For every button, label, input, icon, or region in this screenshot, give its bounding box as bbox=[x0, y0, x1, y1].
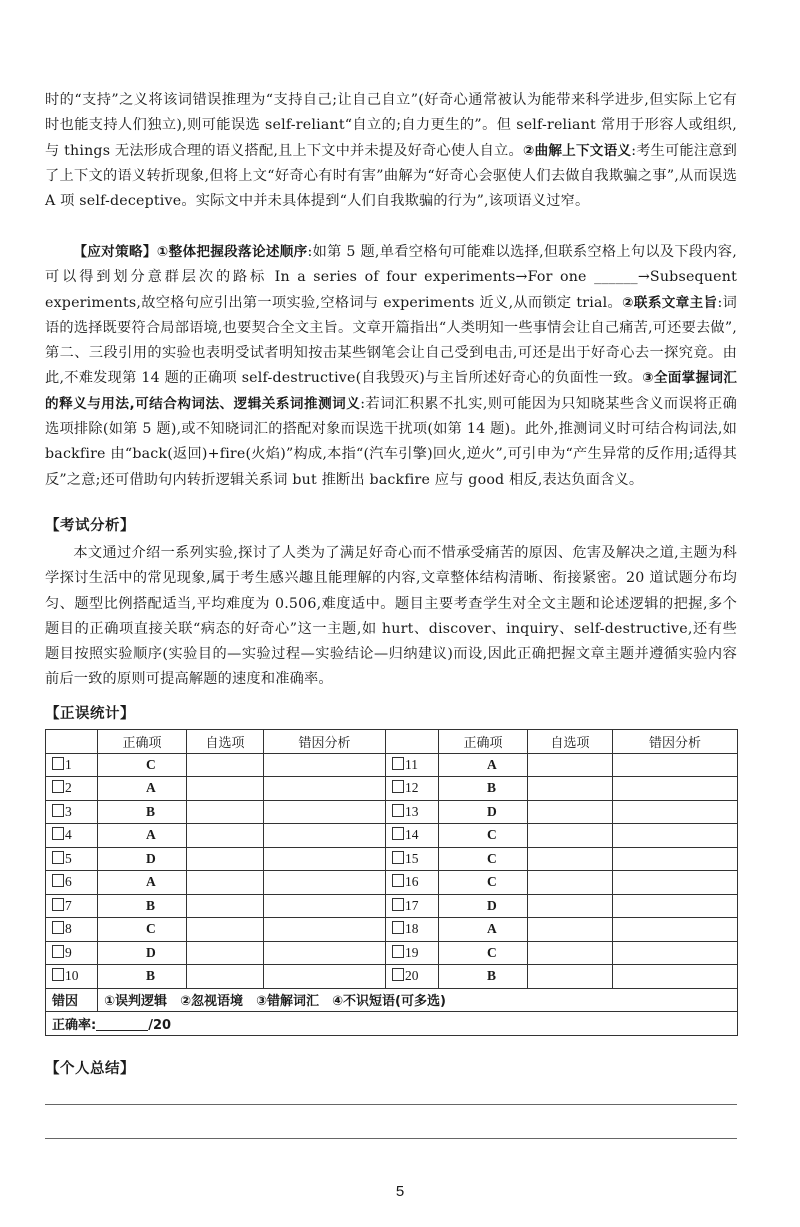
header-chosen: 自选项 bbox=[528, 730, 613, 754]
reason-cell[interactable] bbox=[613, 800, 738, 824]
correct-answer bbox=[439, 894, 528, 918]
strategy-label: 【应对策略】 bbox=[73, 244, 157, 260]
correct-answer-text: A bbox=[146, 874, 156, 890]
checkbox[interactable] bbox=[52, 804, 64, 817]
checkbox[interactable] bbox=[52, 851, 64, 864]
reason-cell[interactable] bbox=[613, 871, 738, 895]
checkbox[interactable] bbox=[392, 851, 404, 864]
checkbox[interactable] bbox=[392, 968, 404, 981]
correct-answer bbox=[98, 824, 187, 848]
question-number[interactable] bbox=[386, 918, 439, 942]
reason-cell[interactable] bbox=[264, 847, 386, 871]
page-number: 5 bbox=[395, 1183, 405, 1200]
summary-title: 【个人总结】 bbox=[45, 1061, 135, 1077]
paragraph-error-analysis bbox=[45, 88, 737, 214]
question-number[interactable] bbox=[386, 824, 439, 848]
question-number[interactable] bbox=[386, 777, 439, 801]
checkbox[interactable] bbox=[392, 780, 404, 793]
correct-answer-text: C bbox=[487, 827, 497, 843]
correct-answer bbox=[98, 918, 187, 942]
correct-answer bbox=[439, 800, 528, 824]
reason-cell[interactable] bbox=[613, 847, 738, 871]
chosen-answer-cell[interactable] bbox=[187, 777, 264, 801]
accuracy-cell bbox=[46, 1012, 738, 1036]
question-number[interactable] bbox=[386, 753, 439, 777]
header-reason: 错因分析 bbox=[613, 730, 738, 754]
correct-answer bbox=[98, 753, 187, 777]
question-number[interactable] bbox=[386, 871, 439, 895]
text: :考生可能注意到了上下文的语义转折现象,但将上文“好奇心有时有害”曲解为“好奇心会驱使人们去做自我欺骗之事”,从而误选 A 项 self-deceptive。实际文中并未具体提到“人们自我欺骗的行为”,该项语义过窄。 bbox=[45, 142, 737, 210]
accuracy-blank[interactable] bbox=[96, 1030, 148, 1031]
question-number[interactable] bbox=[386, 894, 439, 918]
chosen-answer-cell[interactable] bbox=[187, 965, 264, 989]
question-number-text: 13 bbox=[405, 803, 419, 819]
accuracy-row bbox=[46, 1012, 738, 1036]
reason-cell[interactable] bbox=[613, 894, 738, 918]
question-number-text: 12 bbox=[405, 780, 419, 796]
reason-cell[interactable] bbox=[264, 965, 386, 989]
text: :若词汇积累不扎实,则可能因为只知晓某些含义而误将正确选项排除(如第 5 题),或不知晓词汇的搭配对象而误选干扰项(如第 14 题)。此外,推测词义时可结合构词法,如 backfire 由“back(返回)+fire(火焰)”构成,本指“(汽车引擎)回火,逆火”,可引申为“产生异常的反作用;适得其反”之意;还可借助句内转折逻辑关系词 but 推断出 backfire 应与 good 相反,表达负面含义。 bbox=[45, 395, 737, 488]
question-number[interactable] bbox=[386, 847, 439, 871]
checkbox[interactable] bbox=[392, 757, 404, 770]
reason-cell[interactable] bbox=[264, 777, 386, 801]
correct-answer-text: A bbox=[146, 780, 156, 796]
chosen-answer-cell[interactable] bbox=[187, 894, 264, 918]
chosen-answer-cell[interactable] bbox=[528, 965, 613, 989]
chosen-answer-cell[interactable] bbox=[187, 871, 264, 895]
question-number[interactable] bbox=[46, 894, 98, 918]
correct-answer bbox=[98, 847, 187, 871]
table-row bbox=[46, 847, 738, 871]
correct-answer bbox=[98, 941, 187, 965]
reason-cell[interactable] bbox=[613, 824, 738, 848]
correct-answer-text: D bbox=[487, 803, 497, 819]
stats-body bbox=[46, 753, 738, 988]
table-row bbox=[46, 871, 738, 895]
question-number-text: 6 bbox=[65, 874, 72, 890]
reason-cell[interactable] bbox=[613, 965, 738, 989]
correct-answer-text: D bbox=[146, 944, 156, 960]
chosen-answer-cell[interactable] bbox=[187, 918, 264, 942]
correct-answer bbox=[439, 824, 528, 848]
text: 时的“支持”之义将该词错误推理为“支持自己;让自己自立”(好奇心通常被认为能带来科学进步,但实际上它有时也能支持人们独立),则可能误选 self-reliant“自立的;自力更生的”。但 self-reliant 常用于形容人或组织,与 things 无法形成合理的语义搭配,且上下文中并未提及好奇心使人自立。 bbox=[45, 92, 737, 159]
correct-answer bbox=[98, 871, 187, 895]
question-number-text: 9 bbox=[65, 944, 72, 960]
reason-cell[interactable] bbox=[613, 753, 738, 777]
question-number[interactable] bbox=[46, 871, 98, 895]
checkbox[interactable] bbox=[52, 757, 64, 770]
correct-answer bbox=[98, 965, 187, 989]
question-number[interactable] bbox=[46, 941, 98, 965]
checkbox[interactable] bbox=[392, 921, 404, 934]
reason-cell[interactable] bbox=[264, 753, 386, 777]
question-number[interactable] bbox=[46, 847, 98, 871]
error-cause-row bbox=[46, 988, 738, 1012]
stats-table bbox=[45, 729, 738, 1036]
strong-text: ②曲解上下文语义 bbox=[522, 142, 632, 159]
question-number-text: 7 bbox=[65, 897, 72, 913]
correct-answer-text: D bbox=[487, 897, 497, 913]
chosen-answer-cell[interactable] bbox=[528, 777, 613, 801]
question-number-text: 2 bbox=[65, 780, 72, 796]
correct-answer bbox=[98, 777, 187, 801]
checkbox[interactable] bbox=[52, 921, 64, 934]
question-number-text: 8 bbox=[65, 921, 72, 937]
question-number-text: 14 bbox=[405, 827, 419, 843]
chosen-answer-cell[interactable] bbox=[528, 918, 613, 942]
table-header-row bbox=[46, 730, 738, 754]
checkbox[interactable] bbox=[52, 780, 64, 793]
strong-text: ①整体把握段落论述顺序 bbox=[156, 244, 308, 260]
table-row bbox=[46, 918, 738, 942]
question-number-text: 15 bbox=[405, 850, 419, 866]
question-number-text: 3 bbox=[65, 803, 72, 819]
checkbox[interactable] bbox=[52, 898, 64, 911]
table-row bbox=[46, 941, 738, 965]
checkbox[interactable] bbox=[392, 945, 404, 958]
chosen-answer-cell[interactable] bbox=[187, 847, 264, 871]
checkbox[interactable] bbox=[52, 945, 64, 958]
correct-answer bbox=[439, 918, 528, 942]
strong-text: ③全面掌握词汇的释义与用法,可结合构词法、逻辑关系词推测词义 bbox=[45, 370, 737, 412]
question-number[interactable] bbox=[46, 824, 98, 848]
reason-cell[interactable] bbox=[264, 941, 386, 965]
header-correct: 正确项 bbox=[98, 730, 187, 754]
error-cause-options[interactable]: ①误判逻辑 ②忽视语境 ③错解词汇 ④不识短语(可多选) bbox=[98, 988, 738, 1012]
correct-answer-text: B bbox=[487, 780, 497, 796]
accuracy-suffix: /20 bbox=[148, 1017, 172, 1033]
correct-answer-text: C bbox=[146, 756, 156, 772]
reason-cell[interactable] bbox=[264, 800, 386, 824]
header-chosen: 自选项 bbox=[187, 730, 264, 754]
question-number-text: 4 bbox=[65, 827, 72, 843]
correct-answer bbox=[98, 894, 187, 918]
correct-answer-text: A bbox=[487, 756, 497, 772]
table-row bbox=[46, 800, 738, 824]
checkbox[interactable] bbox=[52, 827, 64, 840]
question-number[interactable] bbox=[46, 918, 98, 942]
error-cause-label: 错因 bbox=[46, 988, 98, 1012]
accuracy-label: 正确率: bbox=[52, 1017, 97, 1033]
strong-text: ②联系文章主旨 bbox=[622, 294, 718, 311]
chosen-answer-cell[interactable] bbox=[187, 824, 264, 848]
question-number-text: 5 bbox=[65, 850, 72, 866]
checkbox[interactable] bbox=[392, 874, 404, 887]
chosen-answer-cell[interactable] bbox=[528, 871, 613, 895]
correct-answer-text: C bbox=[487, 850, 497, 866]
table-row bbox=[46, 824, 738, 848]
question-number[interactable] bbox=[386, 965, 439, 989]
reason-cell[interactable] bbox=[264, 824, 386, 848]
question-number-text: 19 bbox=[405, 944, 419, 960]
correct-answer-text: A bbox=[487, 921, 497, 937]
chosen-answer-cell[interactable] bbox=[187, 753, 264, 777]
summary-line[interactable] bbox=[45, 1104, 737, 1105]
question-number[interactable] bbox=[46, 800, 98, 824]
question-number-text: 18 bbox=[405, 921, 419, 937]
chosen-answer-cell[interactable] bbox=[528, 941, 613, 965]
reason-cell[interactable] bbox=[613, 941, 738, 965]
checkbox[interactable] bbox=[392, 804, 404, 817]
correct-answer-text: B bbox=[146, 803, 156, 819]
question-number-text: 11 bbox=[405, 756, 418, 772]
header-reason: 错因分析 bbox=[264, 730, 386, 754]
correct-answer bbox=[439, 871, 528, 895]
question-number-text: 1 bbox=[65, 756, 72, 772]
reason-cell[interactable] bbox=[613, 918, 738, 942]
question-number[interactable] bbox=[46, 753, 98, 777]
checkbox[interactable] bbox=[392, 898, 404, 911]
text: :如第 5 题,单看空格句可能难以选择,但联系空格上句以及下段内容,可以得到划分意群层次的路标 In a series of four experiments→For one ______→Subsequent experiments,故空格句应引出第一项实验,空格词与 experiments 近义,从而锁定 trial。 bbox=[45, 244, 737, 311]
correct-answer bbox=[439, 753, 528, 777]
table-row bbox=[46, 894, 738, 918]
text: 本文通过介绍一系列实验,探讨了人类为了满足好奇心而不惜承受痛苦的原因、危害及解决之道,主题为科学探讨生活中的常见现象,属于考生感兴趣且能理解的内容,文章整体结构清晰、衔接紧密。20 道试题分布均匀、题型比例搭配适当,平均难度为 0.506,难度适中。题目主要考查学生对全文主题和论述逻辑的把握,多个题目的正确项直接关联“病态的好奇心”这一主题,如 hurt、discover、inquiry、self-destructive,还有些题目按照实验顺序(实验目的—实验过程—实验结论—归纳建议)而设,因此正确把握文章主题并遵循实验内容前后一致的原则可提高解题的速度和准确率。 bbox=[45, 545, 737, 688]
checkbox[interactable] bbox=[52, 968, 64, 981]
chosen-answer-cell[interactable] bbox=[187, 941, 264, 965]
reason-cell[interactable] bbox=[264, 894, 386, 918]
analysis-title: 【考试分析】 bbox=[45, 518, 135, 534]
correct-answer bbox=[439, 941, 528, 965]
question-number[interactable] bbox=[386, 800, 439, 824]
stats-title: 【正误统计】 bbox=[45, 706, 135, 722]
table-row bbox=[46, 753, 738, 777]
checkbox[interactable] bbox=[52, 874, 64, 887]
checkbox[interactable] bbox=[392, 827, 404, 840]
chosen-answer-cell[interactable] bbox=[528, 847, 613, 871]
chosen-answer-cell[interactable] bbox=[528, 753, 613, 777]
table-row bbox=[46, 965, 738, 989]
question-number[interactable] bbox=[46, 965, 98, 989]
chosen-answer-cell[interactable] bbox=[528, 824, 613, 848]
header-correct: 正确项 bbox=[439, 730, 528, 754]
summary-line[interactable] bbox=[45, 1138, 737, 1139]
correct-answer-text: B bbox=[146, 968, 156, 984]
paragraph-exam-analysis bbox=[45, 541, 737, 693]
question-number[interactable] bbox=[386, 941, 439, 965]
chosen-answer-cell[interactable] bbox=[187, 800, 264, 824]
correct-answer-text: C bbox=[487, 874, 497, 890]
correct-answer bbox=[439, 847, 528, 871]
correct-answer-text: B bbox=[146, 897, 156, 913]
reason-cell[interactable] bbox=[613, 777, 738, 801]
correct-answer-text: A bbox=[146, 827, 156, 843]
chosen-answer-cell[interactable] bbox=[528, 894, 613, 918]
question-number[interactable] bbox=[46, 777, 98, 801]
correct-answer bbox=[439, 777, 528, 801]
text: :词语的选择既要符合局部语境,也要契合全文主旨。文章开篇指出“人类明知一些事情会让自己痛苦,可还要去做”,第二、三段引用的实验也表明受试者明知按击某些钢笔会让自己受到电击,可还是出于好奇心去一探究竟。由此,不难发现第 14 题的正确项 self-destructive(自我毁灭)与主旨所述好奇心的负面性一致。 bbox=[45, 294, 737, 387]
question-number-text: 10 bbox=[65, 968, 79, 984]
correct-answer bbox=[439, 965, 528, 989]
question-number-text: 16 bbox=[405, 874, 419, 890]
question-number-text: 17 bbox=[405, 897, 419, 913]
correct-answer-text: C bbox=[487, 944, 497, 960]
correct-answer bbox=[98, 800, 187, 824]
question-number-text: 20 bbox=[405, 968, 419, 984]
paragraph-strategy bbox=[45, 240, 737, 493]
reason-cell[interactable] bbox=[264, 871, 386, 895]
chosen-answer-cell[interactable] bbox=[528, 800, 613, 824]
correct-answer-text: C bbox=[146, 921, 156, 937]
correct-answer-text: B bbox=[487, 968, 497, 984]
table-row bbox=[46, 777, 738, 801]
correct-answer-text: D bbox=[146, 850, 156, 866]
reason-cell[interactable] bbox=[264, 918, 386, 942]
